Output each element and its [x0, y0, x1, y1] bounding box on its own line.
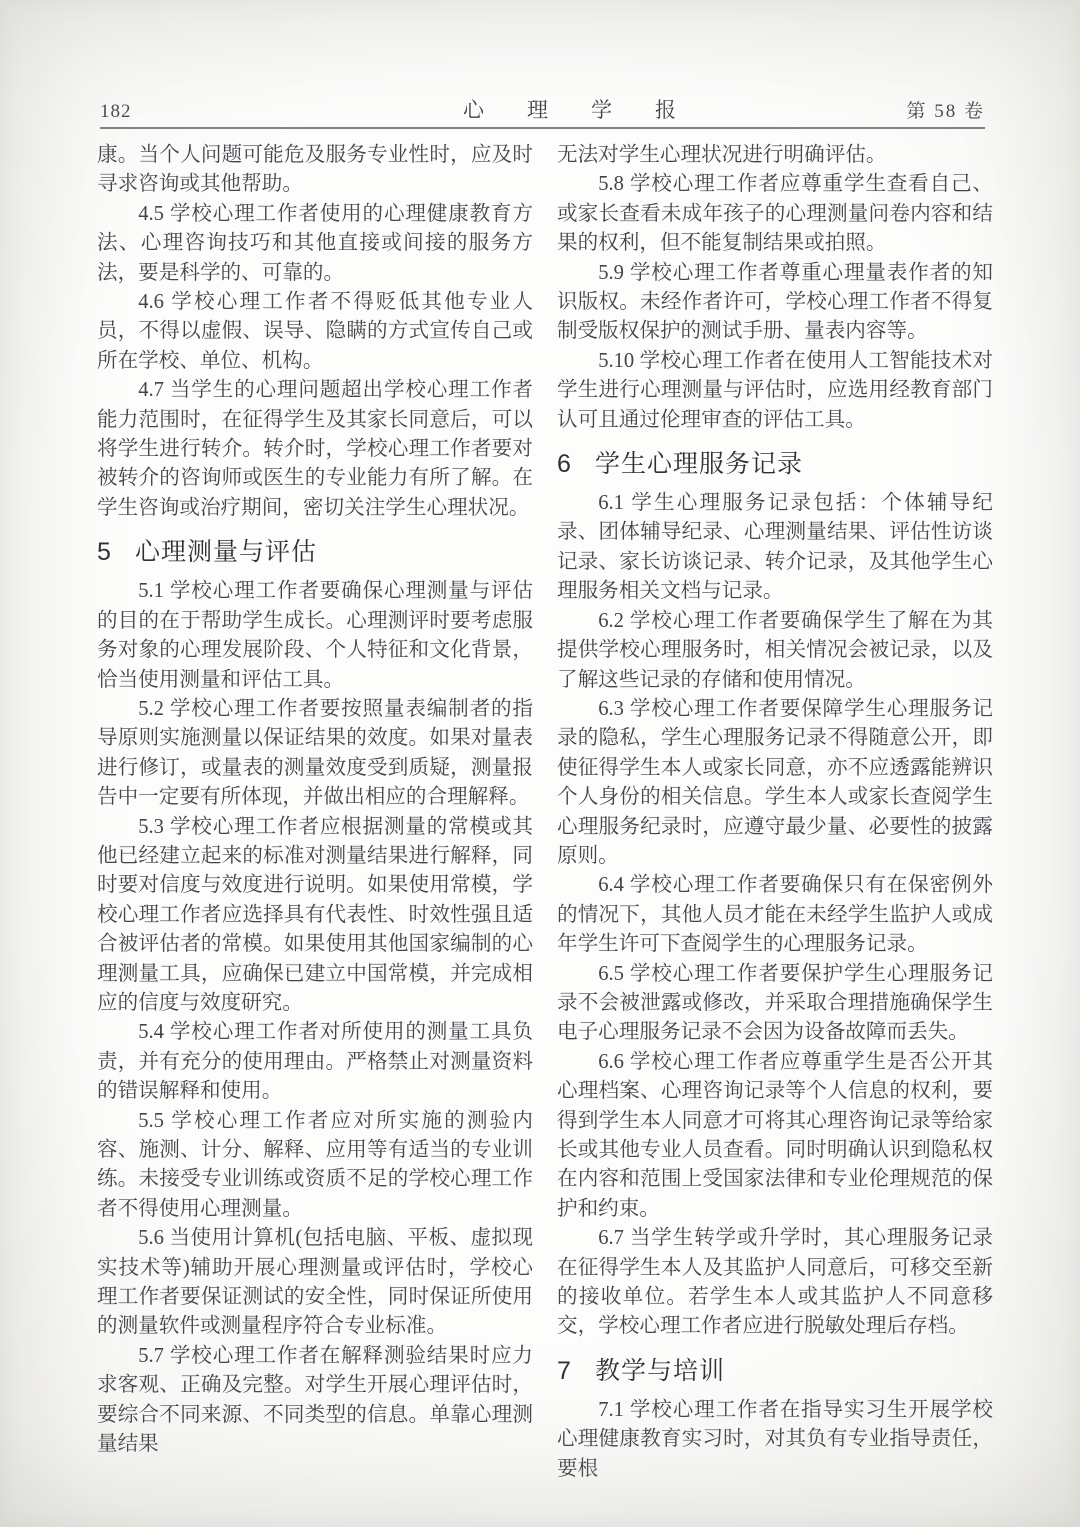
paragraph: 5.1 学校心理工作者要确保心理测量与评估的目的在于帮助学生成长。心理测评时要考虑服务对象的心理发展阶段、个人特征和文化背景，恰当使用测量和评估工具。 [97, 580, 533, 691]
paragraph: 康。当个人问题可能危及服务专业性时，应及时寻求咨询或其他帮助。 [97, 144, 533, 196]
paragraph: 5.6 当使用计算机(包括电脑、平板、虚拟现实技术等)辅助开展心理测量或评估时，学校心理工作者要保证测试的安全性，同时保证所使用的测量软件或测量程序符合专业标准。 [97, 1227, 533, 1338]
content-columns [97, 141, 993, 1484]
journal-title: 心理学报 [462, 98, 719, 122]
section-title: 教学与培训 [595, 1356, 726, 1385]
paragraph: 5.4 学校心理工作者对所使用的测量工具负责，并有充分的使用理由。严格禁止对测量资料的错误解释和使用。 [97, 1021, 533, 1103]
column-right [557, 141, 993, 1484]
paragraph: 6.4 学校心理工作者要确保只有在保密例外的情况下，其他人员才能在未经学生监护人或成年学生许可下查阅学生的心理服务记录。 [557, 874, 993, 956]
paragraph: 6.1 学生心理服务记录包括：个体辅导纪录、团体辅导纪录、心理测量结果、评估性访谈记录、家长访谈记录、转介记录，及其他学生心理服务相关文档与记录。 [557, 492, 993, 603]
section-title: 心理测量与评估 [135, 538, 318, 567]
page-number: 182 [100, 101, 132, 122]
paragraph: 5.7 学校心理工作者在解释测验结果时应力求客观、正确及完整。对学生开展心理评估时，要综合不同来源、不同类型的信息。单靠心理测量结果 [97, 1344, 533, 1456]
section-heading [557, 1354, 993, 1388]
paragraph: 5.8 学校心理工作者应尊重学生查看自己、或家长查看未成年孩子的心理测量问卷内容和结果的权利，但不能复制结果或拍照。 [557, 173, 993, 255]
column-left [97, 141, 533, 1484]
page-header [100, 94, 985, 124]
paragraph: 4.6 学校心理工作者不得贬低其他专业人员，不得以虚假、误导、隐瞒的方式宣传自己或所在学校、单位、机构。 [97, 291, 533, 372]
paragraph: 无法对学生心理状况进行明确评估。 [557, 144, 887, 166]
paragraph: 5.2 学校心理工作者要按照量表编制者的指导原则实施测量以保证结果的效度。如果对量表进行修订，或量表的测量效度受到质疑，测量报告中一定要有所体现，并做出相应的合理解释。 [97, 697, 533, 809]
paragraph: 6.5 学校心理工作者要保护学生心理服务记录不会被泄露或修改，并采取合理措施确保学生电子心理服务记录不会因为设备故障而丢失。 [557, 962, 993, 1044]
section-heading [97, 535, 533, 569]
paragraph: 7.1 学校心理工作者在指导实习生开展学校心理健康教育实习时，对其负有专业指导责任，要根 [557, 1398, 993, 1480]
paragraph: 6.2 学校心理工作者要确保学生了解在为其提供学校心理服务时，相关情况会被记录，以及了解这些记录的存储和使用情况。 [557, 609, 993, 691]
paragraph: 5.9 学校心理工作者尊重心理量表作者的知识版权。未经作者许可，学校心理工作者不得复制受版权保护的测试手册、量表内容等。 [557, 261, 993, 343]
volume-label: 第 58 卷 [906, 101, 985, 122]
section-number: 6 [557, 450, 572, 479]
paragraph: 6.6 学校心理工作者应尊重学生是否公开其心理档案、心理咨询记录等个人信息的权利，要得到学生本人同意才可将其心理咨询记录等给家长或其他专业人员查看。同时明确认识到隐私权在内容和范围上受国家法律和专业伦理规范的保护和约束。 [557, 1050, 993, 1220]
header-rule [100, 127, 985, 129]
section-number: 5 [97, 538, 112, 567]
paragraph: 5.10 学校心理工作者在使用人工智能技术对学生进行心理测量与评估时，应选用经教育部门认可且通过伦理审查的评估工具。 [557, 349, 993, 431]
paragraph: 4.5 学校心理工作者使用的心理健康教育方法、心理咨询技巧和其他直接或间接的服务方法，要是科学的、可靠的。 [97, 202, 533, 284]
section-number: 7 [557, 1356, 572, 1385]
paragraph: 6.3 学校心理工作者要保障学生心理服务记录的隐私，学生心理服务记录不得随意公开，即使征得学生本人或家长同意，亦不应透露能辨识个人身份的相关信息。学生本人或家长查阅学生心理服务纪录时，应遵守最少量、必要性的披露原则。 [557, 697, 993, 867]
paragraph: 4.7 当学生的心理问题超出学校心理工作者能力范围时，在征得学生及其家长同意后，可以将学生进行转介。转介时，学校心理工作者要对被转介的咨询师或医生的专业能力有所了解。在学生咨询或治疗期间，密切关注学生心理状况。 [97, 379, 533, 519]
section-title: 学生心理服务记录 [595, 450, 804, 479]
paragraph: 5.3 学校心理工作者应根据测量的常模或其他已经建立起来的标准对测量结果进行解释，同时要对信度与效度进行说明。如果使用常模，学校心理工作者应选择具有代表性、时效性强且适合被评估者的常模。如果使用其他国家编制的心理测量工具，应确保已建立中国常模，并完成相应的信度与效度研究。 [97, 815, 533, 1014]
paragraph: 6.7 当学生转学或升学时，其心理服务记录在征得学生本人及其监护人同意后，可移交至新的接收单位。若学生本人或其监护人不同意移交，学校心理工作者应进行脱敏处理后存档。 [557, 1227, 993, 1338]
section-heading [557, 447, 993, 481]
paragraph: 5.5 学校心理工作者应对所实施的测验内容、施测、计分、解释、应用等有适当的专业训练。未接受专业训练或资质不足的学校心理工作者不得使用心理测量。 [97, 1109, 533, 1220]
